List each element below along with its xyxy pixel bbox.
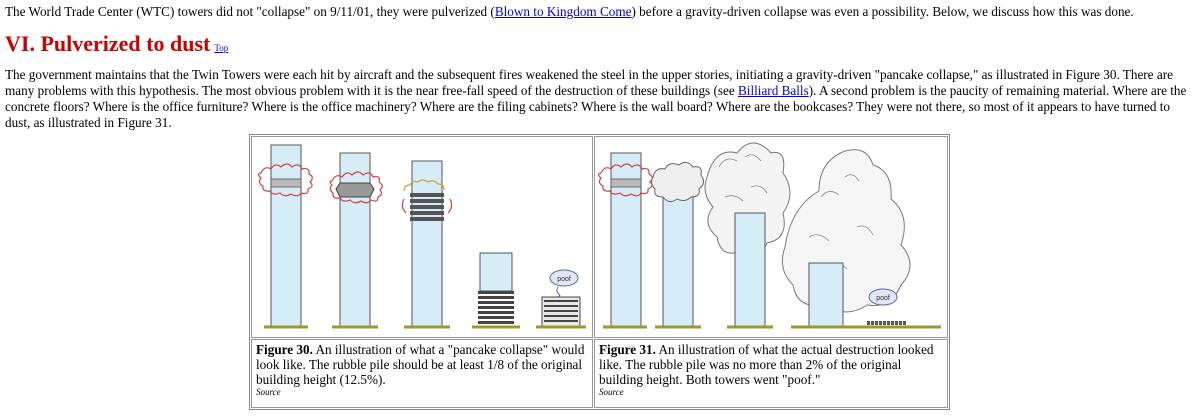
tower-pancaking-1: [330, 153, 382, 327]
figure-31-image-cell: [594, 136, 948, 338]
figure-30-caption-cell: [251, 339, 593, 408]
section-heading: [5, 31, 228, 61]
figure-31-source: Source: [599, 387, 624, 397]
tower-dusting-2: [705, 143, 790, 327]
figure-30-illustration: [252, 137, 592, 335]
figure-30-caption: An illustration of what a "pancake collapse" would look like. The rubble pile should be at least 1/8 of the original building height (12.5%).: [256, 342, 585, 387]
rubble-pile: [536, 270, 586, 327]
tower-dusting-1: [651, 162, 703, 327]
figure-30-label: Figure 30.: [256, 342, 313, 357]
figure-30-source: Source: [256, 387, 281, 397]
figures-table: [249, 134, 950, 410]
dust-cloud-large: [782, 150, 941, 327]
figure-30-image-cell: [251, 136, 593, 338]
intro-text: The World Trade Center (WTC) towers did not "collapse" on 9/11/01, they were pulverized (: [5, 4, 495, 19]
poof-bubble-2: poof: [876, 295, 890, 302]
poof-bubble-1: poof: [557, 276, 571, 283]
figure-31-label: Figure 31.: [599, 342, 656, 357]
section-title: VI. Pulverized to dust: [5, 31, 211, 56]
tower-intact-1: [259, 145, 313, 327]
tower-collapsed: [472, 253, 520, 327]
tower-pancaking-2: [402, 161, 451, 327]
intro-text-end: ) before a gravity-driven collapse was even a possibility. Below, we discuss how this was done.: [631, 4, 1134, 19]
top-link[interactable]: Top: [214, 43, 229, 53]
billiard-balls-link[interactable]: Billiard Balls: [738, 83, 809, 98]
body-text: The government maintains that the Twin Towers were each hit by aircraft and the subsequent fires weakened the steel in the upper stories, initiating a gravity-driven "pancake collapse," as illustrated in Figure 30. There are many problems with this hypothesis. The most obvious problem with it is the near free-fall speed of the destruction of these buildings (see: [5, 67, 1173, 98]
blown-to-kingdom-come-link[interactable]: Blown to Kingdom Come: [494, 4, 632, 19]
body-paragraph: [5, 67, 1193, 131]
figure-31-caption: An illustration of what the actual destruction looked like. The rubble pile was no more than 2% of the original building height. Both towers went "poof.": [599, 342, 934, 387]
body-text-end: ). A second problem is the paucity of remaining material. Where are the concrete floors? Where is the office furniture? Where is the office machinery? Where are the filing cabinets? Where is the wall board? Where are the bookcases? They were not there, so most of it appears to have turned to dust, as illustrated in Figure 31.: [5, 83, 1187, 130]
figure-31-caption-cell: [594, 339, 948, 408]
figure-31-illustration: [595, 137, 947, 335]
tower-intact-2: [599, 153, 653, 327]
intro-paragraph: [5, 4, 1193, 20]
